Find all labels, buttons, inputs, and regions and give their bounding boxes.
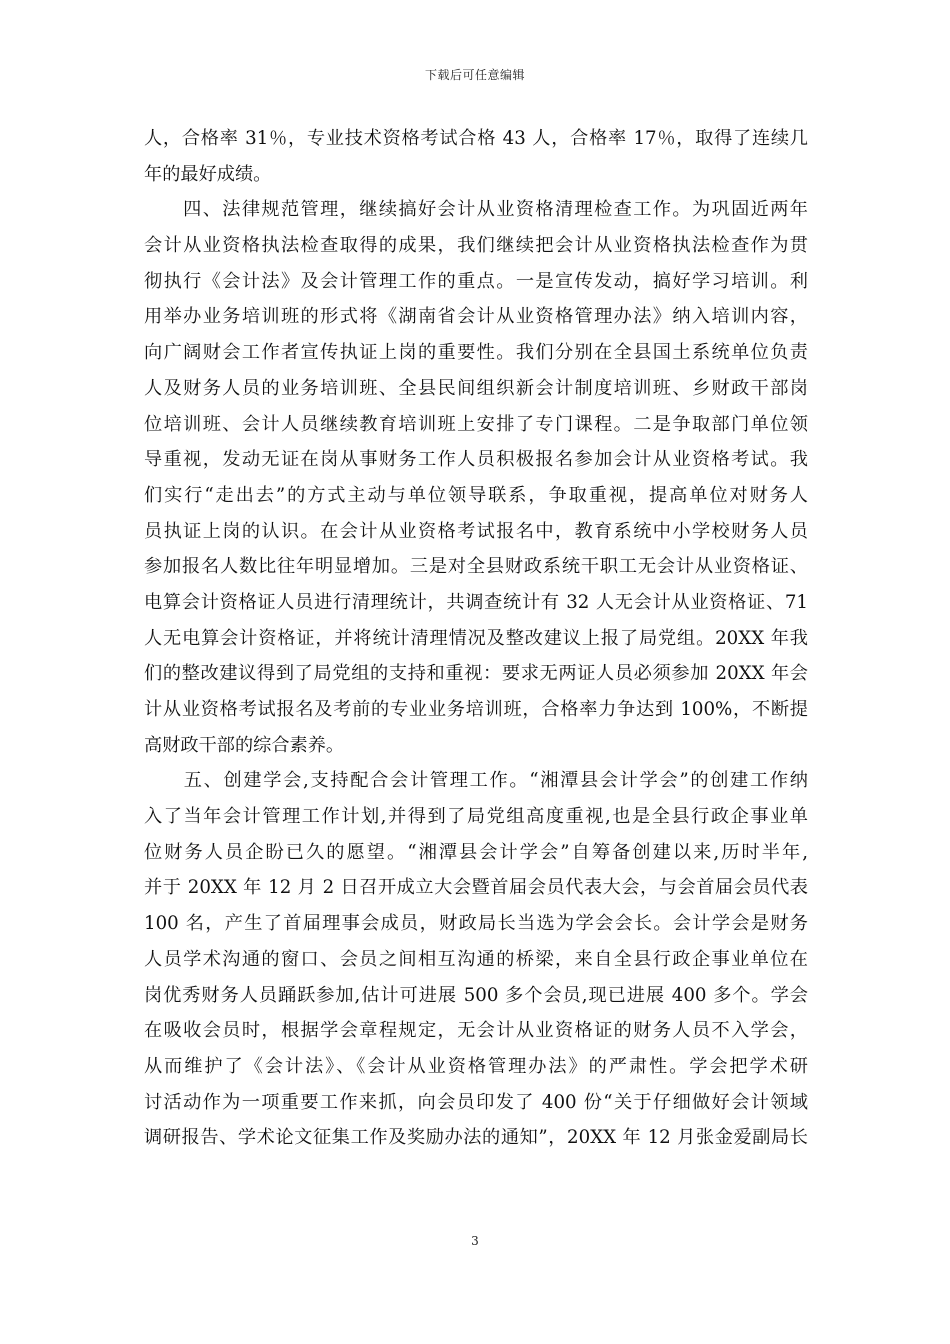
text-line: 五、创建学会,支持配合会计管理工作。“湘潭县会计学会”的创建工作纳 <box>144 770 808 792</box>
text-line: 入了当年会计管理工作计划,并得到了局党组高度重视,也是全县行政企事业单 <box>144 806 808 828</box>
paragraph-continuation <box>144 121 808 192</box>
text-line: 位培训班、会计人员继续教育培训班上安排了专门课程。二是争取部门单位领 <box>144 413 808 435</box>
paragraph-section-five <box>144 763 808 1156</box>
text-line: 100 名，产生了首届理事会成员，财政局长当选为学会会长。会计学会是财务 <box>144 913 808 935</box>
text-line: 参加报名人数比往年明显增加。三是对全县财政系统干职工无会计从业资格证、 <box>144 556 808 578</box>
text-line: 导重视，发动无证在岗从事财务工作人员积极报名参加会计从业资格考试。我 <box>144 449 808 471</box>
text-line: 高财政干部的综合素养。 <box>144 734 345 756</box>
paragraph-section-four <box>144 192 808 763</box>
text-line: 们实行“走出去”的方式主动与单位领导联系，争取重视，提高单位对财务人 <box>144 484 808 506</box>
text-line: 计从业资格考试报名及考前的专业业务培训班，合格率力争达到 100%，不断提 <box>144 699 808 720</box>
text-line: 人员学术沟通的窗口、会员之间相互沟通的桥梁，来自全县行政企事业单位在 <box>144 948 808 970</box>
text-line: 们的整改建议得到了局党组的支持和重视：要求无两证人员必须参加 20XX 年会 <box>144 663 808 685</box>
text-line: 从而维护了《会计法》、《会计从业资格管理办法》的严肃性。学会把学术研 <box>144 1055 808 1077</box>
text-line: 岗优秀财务人员踊跃参加,估计可进展 500 多个会员,现已进展 400 多个。学会 <box>144 984 808 1006</box>
text-line: 电算会计资格证人员进行清理统计，共调查统计有 32 人无会计从业资格证、71 <box>144 591 808 613</box>
text-line: 人，合格率 31％，专业技术资格考试合格 43 人，合格率 17％，取得了连续几 <box>144 128 808 149</box>
text-line: 人及财务人员的业务培训班、全县民间组织新会计制度培训班、乡财政干部岗 <box>144 377 808 399</box>
text-line: 人无电算会计资格证，并将统计清理情况及整改建议上报了局党组。20XX 年我 <box>144 627 808 649</box>
page-header: 下载后可任意编辑 <box>424 68 525 82</box>
text-line: 并于 20XX 年 12 月 2 日召开成立大会暨首届会员代表大会，与会首届会员代表 <box>144 877 808 899</box>
text-line: 用举办业务培训班的形式将《湖南省会计从业资格管理办法》纳入培训内容， <box>144 306 808 328</box>
text-line: 年的最好成绩。 <box>144 163 272 185</box>
text-line: 调研报告、学术论文征集工作及奖励办法的通知”，20XX 年 12 月张金爱副局长 <box>144 1127 808 1149</box>
text-line: 员执证上岗的认识。在会计从业资格考试报名中，教育系统中小学校财务人员 <box>144 520 808 542</box>
text-line: 彻执行《会计法》及会计管理工作的重点。一是宣传发动，搞好学习培训。利 <box>144 270 808 292</box>
text-line: 讨活动作为一项重要工作来抓，向会员印发了 400 份“关于仔细做好会计领域 <box>144 1091 808 1113</box>
page-number: 3 <box>471 1234 479 1248</box>
text-line: 四、法律规范管理，继续搞好会计从业资格清理检查工作。为巩固近两年 <box>144 199 808 221</box>
text-line: 会计从业资格执法检查取得的成果，我们继续把会计从业资格执法检查作为贯 <box>144 235 808 257</box>
text-line: 向广阔财会工作者宣传执证上岗的重要性。我们分别在全县国土系统单位负责 <box>144 342 808 364</box>
document-body <box>144 121 808 1156</box>
text-line: 在吸收会员时，根据学会章程规定，无会计从业资格证的财务人员不入学会， <box>144 1020 808 1042</box>
text-line: 位财务人员企盼已久的愿望。“湘潭县会计学会”自筹备创建以来,历时半年, <box>144 841 808 863</box>
